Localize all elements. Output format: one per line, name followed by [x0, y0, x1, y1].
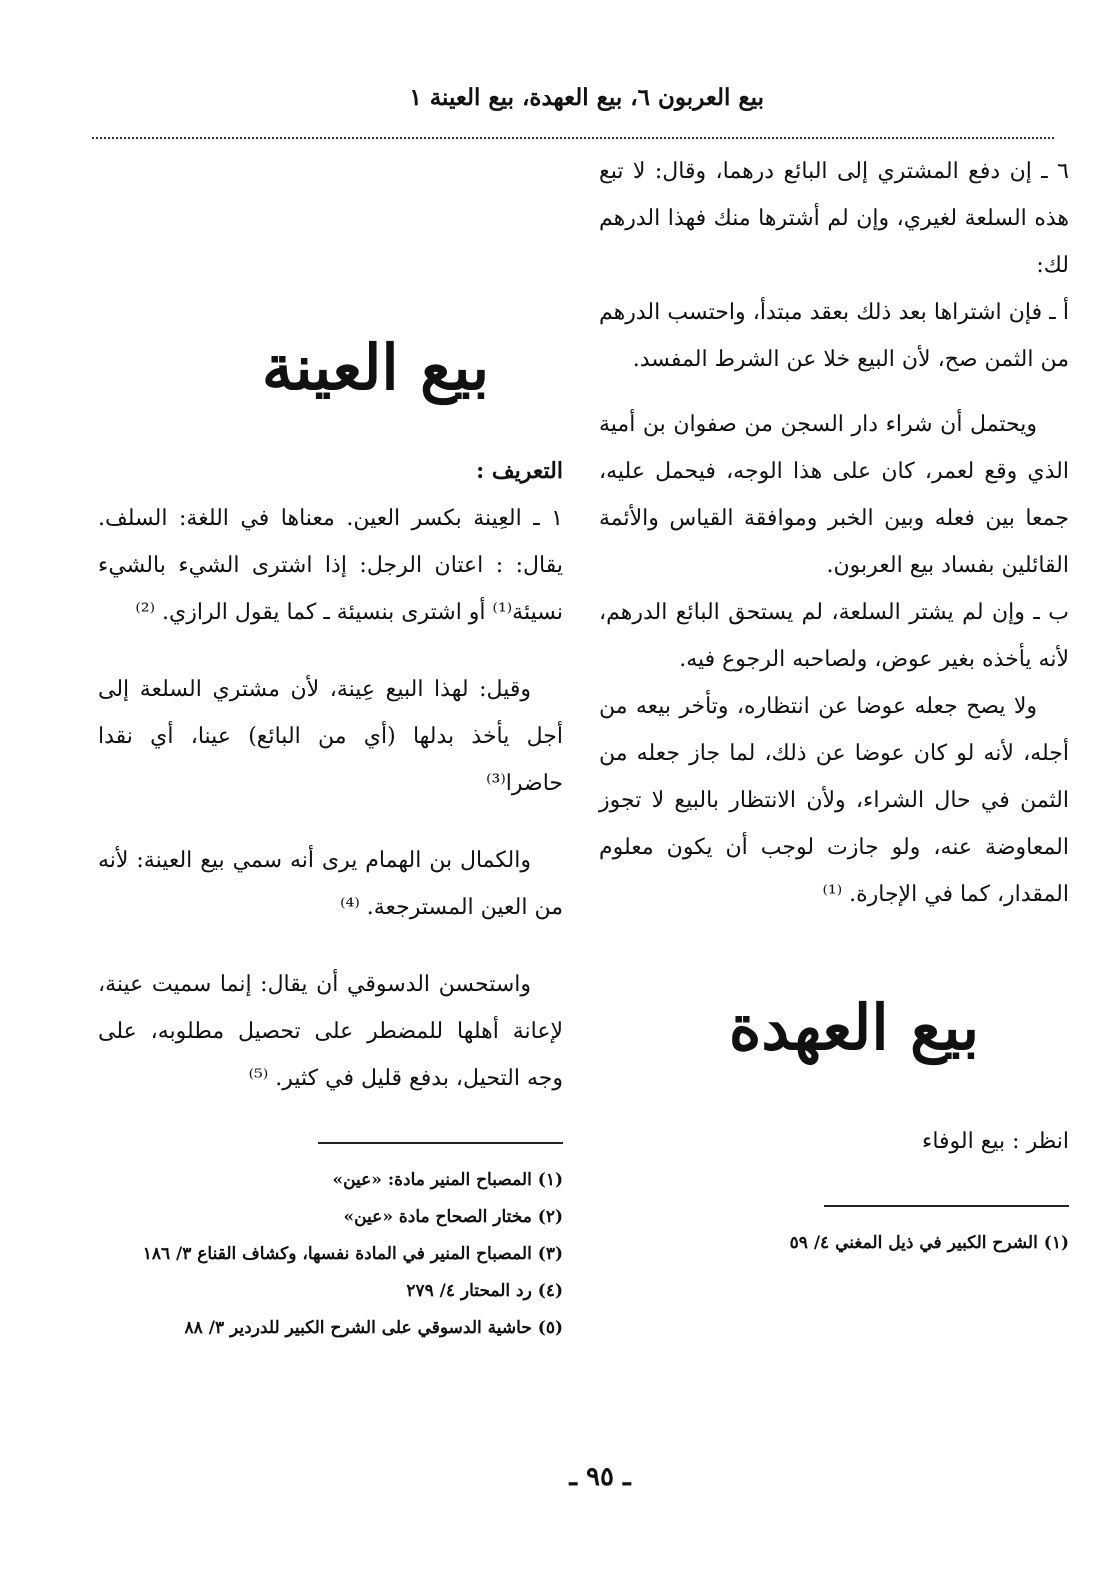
footnote: (٤) رد المحتار ٤/ ٢٧٩	[406, 1281, 563, 1301]
section-title-ina: بيع العينة	[261, 331, 490, 404]
footnotes-left	[98, 1162, 563, 1347]
running-head: بيع العربون ٦، بيع العهدة، بيع العينة ١	[409, 84, 764, 111]
footnote: (٥) حاشية الدسوقي على الشرح الكبير للدردير ٣/ ٨٨	[184, 1318, 563, 1338]
case-a: أ ـ فإن اشتراها بعد ذلك بعقد مبتدأ، واحتسب الدرهم من الثمن صح، لأن البيع خلا عن الشرط المفسد.	[599, 300, 1069, 372]
see-also: انظر : بيع الوفاء	[921, 1129, 1069, 1154]
paragraph-1: ١ ـ العِينة بكسر العين. معناها في اللغة: السلف. يقال: : اعتان الرجل: إذا اشترى الشيء بالشيء نسيئة⁽¹⁾ أو اشترى بنسيئة ـ كما يقول الرازي. ⁽²⁾	[98, 506, 563, 625]
header-dotted-rule	[92, 137, 1054, 139]
section-title-ahda: بيع العهدة	[728, 991, 980, 1064]
footnotes-right	[599, 1225, 1069, 1262]
footnote: (٣) المصباح المنير في المادة نفسها، وكشاف القناع ٣/ ١٨٦	[142, 1244, 563, 1264]
page-number: ـ ٩٥ ـ	[569, 1462, 631, 1492]
paragraph-3: والكمال بن الهمام يرى أنه سمي بيع العينة: لأنه من العين المسترجعة. ⁽⁴⁾	[98, 848, 563, 920]
footnote-rule-left	[318, 1142, 563, 1144]
paragraph-2: وقيل: لهذا البيع عِينة، لأن مشتري السلعة إلى أجل يأخذ بدلها (أي من البائع) عينا، أي نقدا حاضرا⁽³⁾	[98, 677, 563, 796]
definition-heading: التعريف :	[476, 458, 563, 484]
footnote: (٢) مختار الصحاح مادة «عين»	[343, 1207, 563, 1227]
footnote-rule-right	[824, 1205, 1069, 1207]
footnote: (١) المصباح المنير مادة: «عين»	[332, 1170, 563, 1190]
footnote: (١) الشرح الكبير في ذيل المغني ٤/ ٥٩	[789, 1233, 1069, 1253]
case-b-note: ولا يصح جعله عوضا عن انتظاره، وتأخر بيعه من أجله، لأنه لو كان عوضا عن ذلك، لما جاز جعله من الثمن في حال الشراء، ولأن الانتظار بالبيع لا تجوز المعاوضة عنه، ولو جازت لوجب أن يكون معلوم المقدار، كما في الإجارة. ⁽¹⁾	[599, 694, 1069, 907]
left-column	[98, 148, 563, 1347]
case-a-note: ويحتمل أن شراء دار السجن من صفوان بن أمية الذي وقع لعمر، كان على هذا الوجه، فيحمل عليه، جمعا بين فعله وبين الخبر وموافقة القياس والأئمة القائلين بفساد بيع العربون.	[599, 412, 1069, 578]
case-b: ب ـ وإن لم يشتر السلعة، لم يستحق البائع الدرهم، لأنه يأخذه بغير عوض، ولصاحبه الرجوع فيه.	[599, 600, 1069, 672]
paragraph-4: واستحسن الدسوقي أن يقال: إنما سميت عينة، لإعانة أهلها للمضطر على تحصيل مطلوبه، على وجه التحيل، بدفع قليل في كثير. ⁽⁵⁾	[98, 972, 563, 1091]
right-column	[599, 148, 1069, 1262]
item6-question: ٦ ـ إن دفع المشتري إلى البائع درهما، وقال: لا تبع هذه السلعة لغيري، وإن لم أشترها منك فهذا الدرهم لك:	[599, 159, 1069, 278]
